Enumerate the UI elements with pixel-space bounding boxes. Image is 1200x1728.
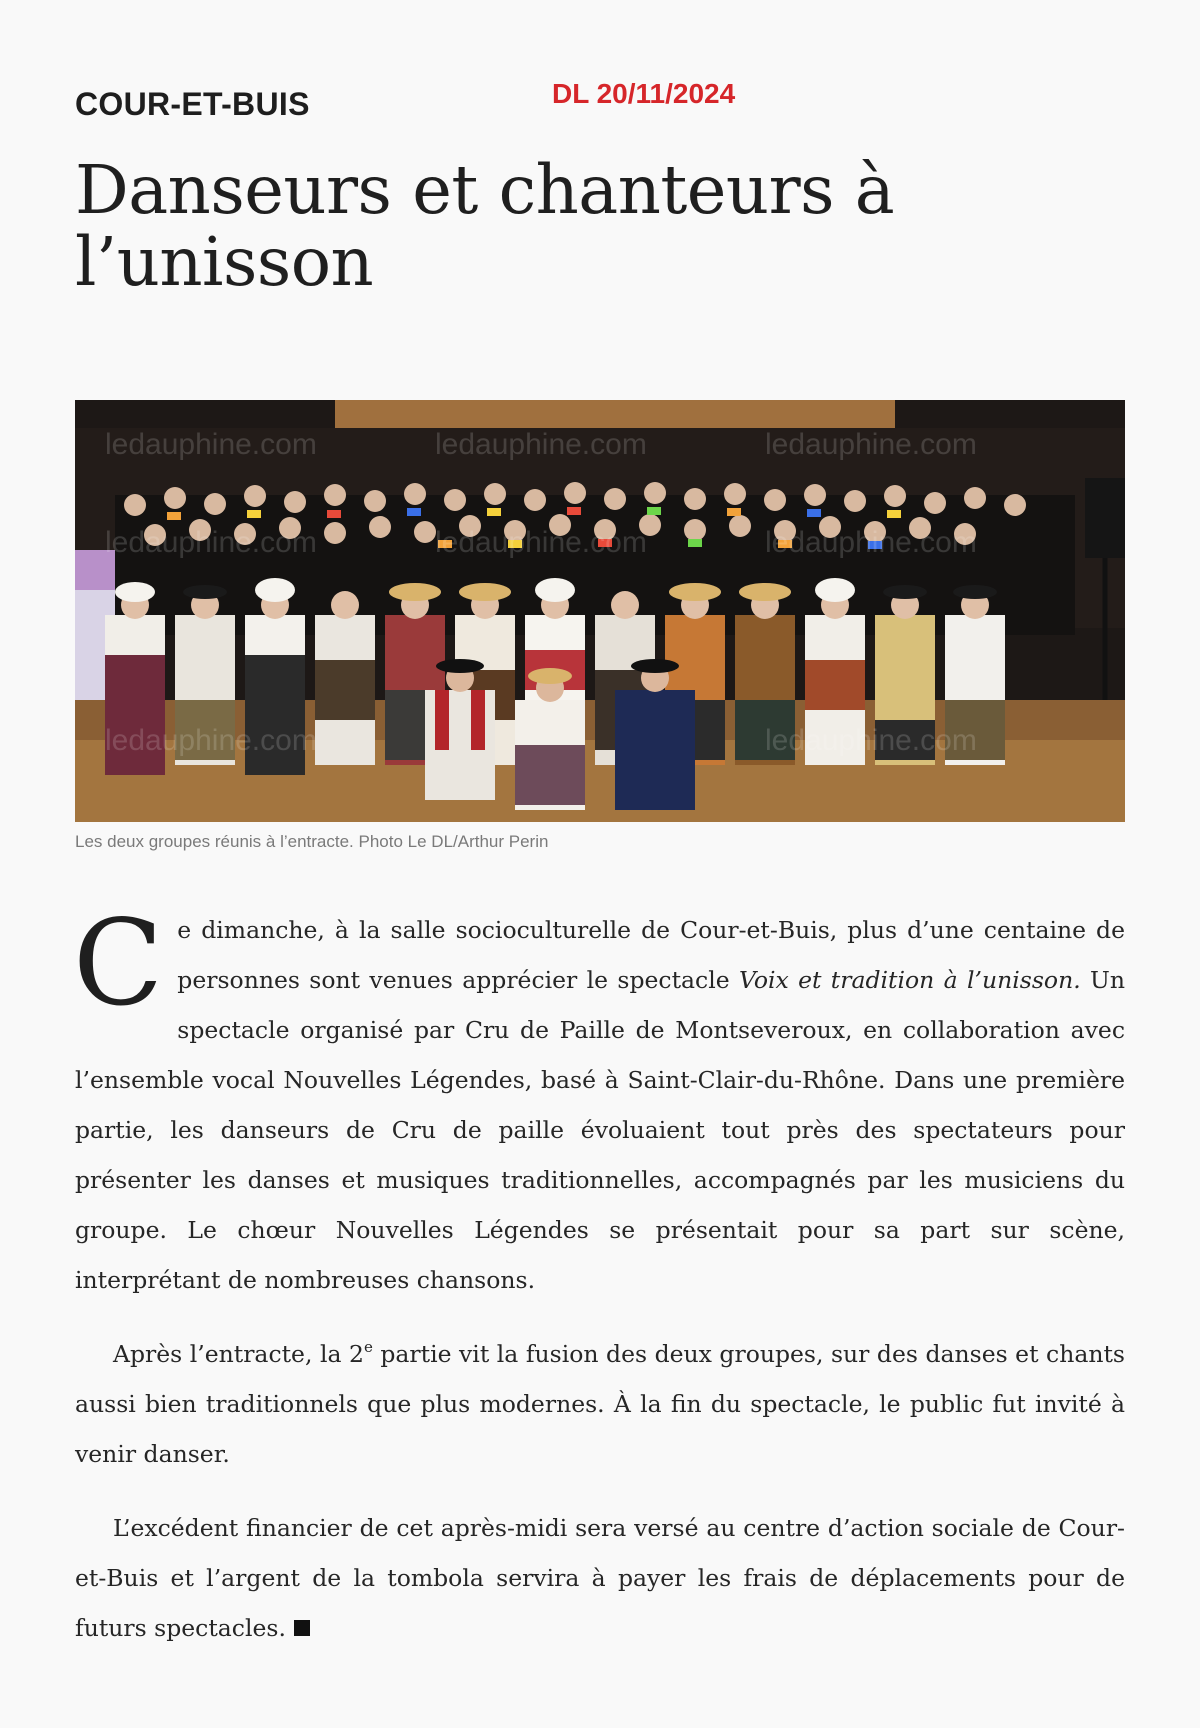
paragraph-1-text: e dimanche, à la salle socioculturelle de Cour-et-Buis, plus d’une centaine de personnes sont venues apprécier le spectacle (177, 916, 1125, 994)
paragraph-1 (73, 894, 1125, 1305)
article-body (73, 894, 1125, 1677)
ordinal-superscript: e (363, 1338, 373, 1356)
section-kicker: COUR-ET-BUIS (75, 86, 310, 122)
photo-caption: Les deux groupes réunis à l’entracte. Photo Le DL/Arthur Perin (75, 832, 549, 851)
photo-watermark: ledauphine.com (105, 428, 317, 461)
show-title: Voix et tradition à l’unisson. (739, 966, 1081, 994)
article-page (75, 0, 1125, 1728)
paragraph-2 (75, 1329, 1125, 1479)
paragraph-3-text: L’excédent financier de cet après-midi sera versé au centre d’action sociale de Cour-et-Buis et l’argent de la tombola servira à payer les frais de déplacements pour de futurs spectacles. (75, 1514, 1125, 1642)
photo-watermark: ledauphine.com (765, 724, 977, 757)
paragraph-2-text: Après l’entracte, la 2 (113, 1340, 364, 1368)
photo-watermark: ledauphine.com (765, 428, 977, 461)
group-photo-illustration (75, 400, 1125, 822)
paragraph-1-text-cont: Un spectacle organisé par Cru de Paille de Montseveroux, en collaboration avec l’ensemble vocal Nouvelles Légendes, basé à Saint-Clair-du-Rhône. Dans une première partie, les danseurs de Cru de paille évoluaient tout près des spectateurs pour présenter les danses et musiques traditionnelles, accompagnés par les musiciens du groupe. Le chœur Nouvelles Légendes se présentait pour sa part sur scène, interprétant de nombreuses chansons. (75, 966, 1125, 1294)
photo-watermark: ledauphine.com (435, 526, 647, 559)
end-of-article-icon (294, 1620, 310, 1636)
photo-watermark: ledauphine.com (105, 526, 317, 559)
paragraph-3 (75, 1503, 1125, 1653)
publication-date: DL 20/11/2024 (552, 78, 736, 109)
paragraph-2-text-cont: partie vit la fusion des deux groupes, sur des danses et chants aussi bien traditionnels que plus modernes. À la fin du spectacle, le public fut invité à venir danser. (75, 1340, 1125, 1468)
photo-watermark: ledauphine.com (765, 526, 977, 559)
drop-cap: C (73, 894, 164, 1032)
article-photo (75, 400, 1125, 822)
article-headline: Danseurs et chanteurs à l’unisson (75, 151, 895, 301)
photo-watermark: ledauphine.com (435, 428, 647, 461)
photo-watermark: ledauphine.com (105, 724, 317, 757)
